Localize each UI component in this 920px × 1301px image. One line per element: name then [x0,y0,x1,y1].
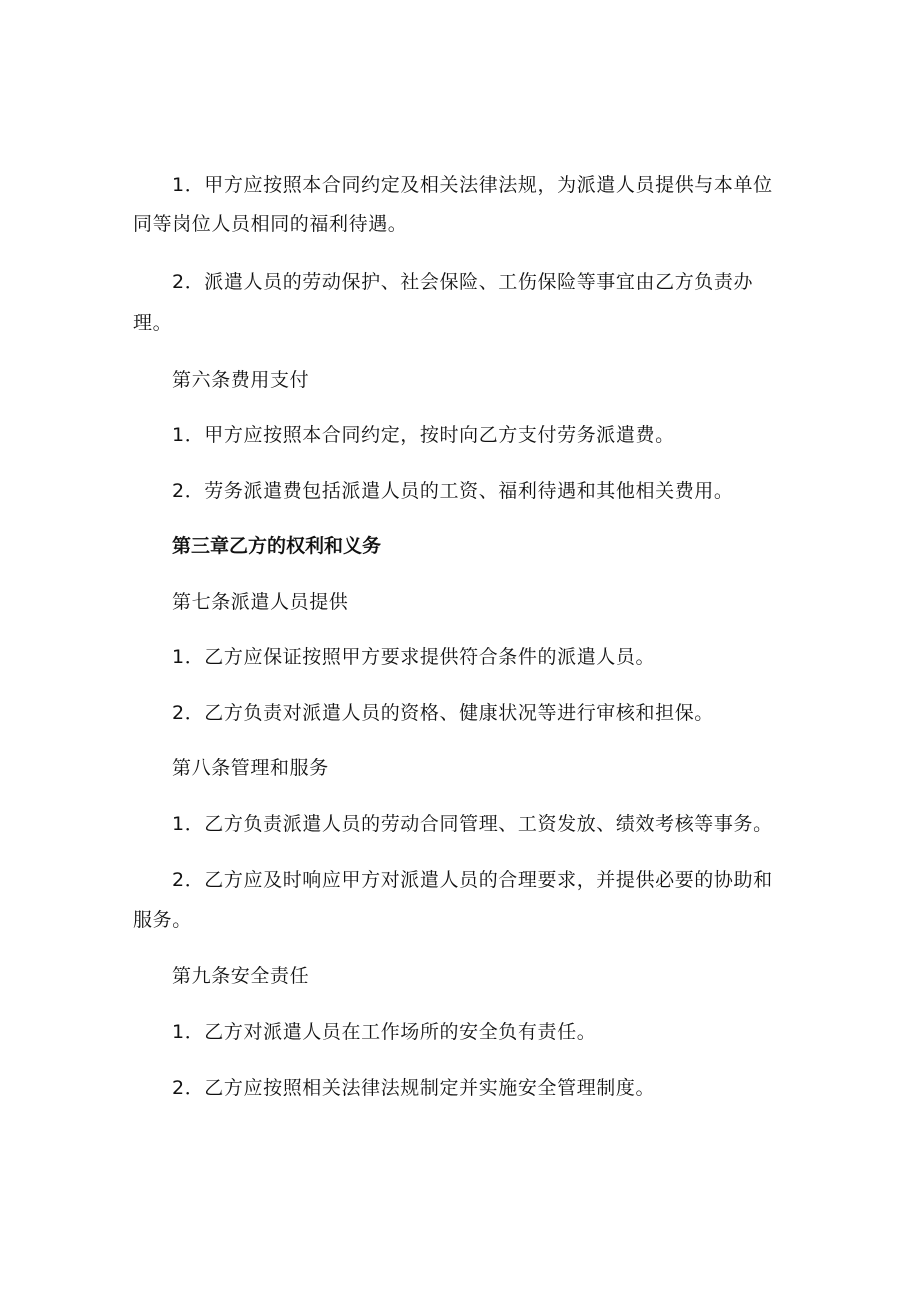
article-9-item-2: 2．乙方应按照相关法律法规制定并实施安全管理制度。 [172,1077,656,1099]
article-8-heading: 第八条管理和服务 [172,757,329,779]
article-7-item-1: 1．乙方应保证按照甲方要求提供符合条件的派遣人员。 [172,646,656,668]
article-9-item-1: 1．乙方对派遣人员在工作场所的安全负有责任。 [172,1021,597,1043]
clause-5-item-1-line-2: 同等岗位人员相同的福利待遇。 [133,213,408,235]
clause-5-item-2-line-1: 2．派遣人员的劳动保护、社会保险、工伤保险等事宜由乙方负责办 [172,271,754,293]
chapter-3-heading: 第三章乙方的权利和义务 [172,535,382,557]
article-6-item-1: 1．甲方应按照本合同约定，按时向乙方支付劳务派遣费。 [172,424,675,446]
article-9-heading: 第九条安全责任 [172,965,310,987]
clause-5-item-1-line-1: 1．甲方应按照本合同约定及相关法律法规，为派遣人员提供与本单位 [172,174,773,196]
article-6-item-2: 2．劳务派遣费包括派遣人员的工资、福利待遇和其他相关费用。 [172,480,734,502]
article-7-heading: 第七条派遣人员提供 [172,591,349,613]
article-6-heading: 第六条费用支付 [172,369,310,391]
article-8-item-2-line-1: 2．乙方应及时响应甲方对派遣人员的合理要求，并提供必要的协助和 [172,869,773,891]
clause-5-item-2-line-2: 理。 [133,312,173,334]
article-7-item-2: 2．乙方负责对派遣人员的资格、健康状况等进行审核和担保。 [172,702,714,724]
article-8-item-1: 1．乙方负责派遣人员的劳动合同管理、工资发放、绩效考核等事务。 [172,813,773,835]
article-8-item-2-line-2: 服务。 [133,909,192,931]
